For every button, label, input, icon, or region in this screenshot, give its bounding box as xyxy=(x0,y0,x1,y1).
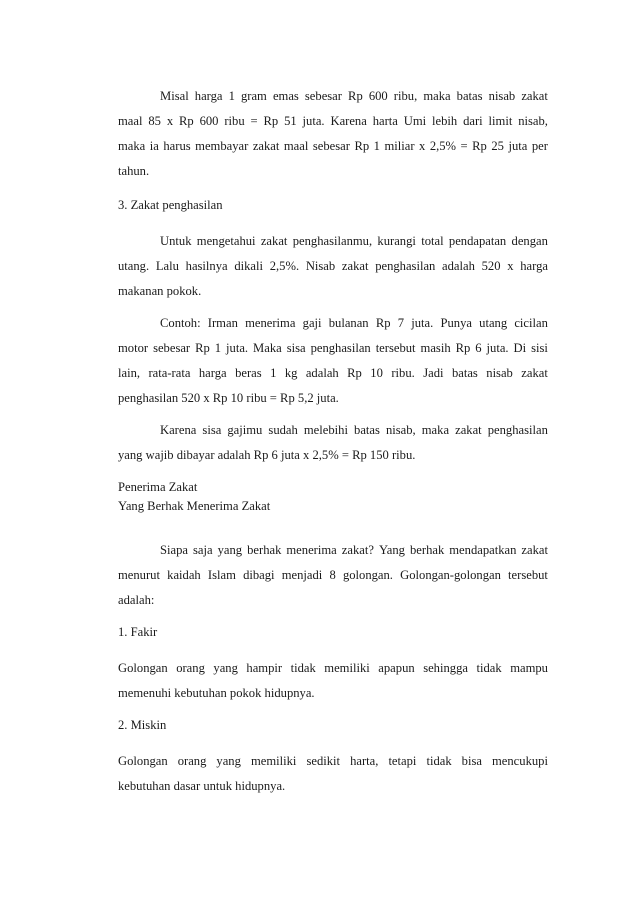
text-line: Siapa saja yang berhak menerima zakat? Yang berhak mendapatkan zakat xyxy=(160,543,548,557)
text-line: menurut kaidah Islam dibagi menjadi 8 golongan. Golongan-golongan tersebut xyxy=(118,568,548,582)
heading-yang-berhak: Yang Berhak Menerima Zakat xyxy=(118,499,271,513)
text-line: penghasilan 520 x Rp 10 ribu = Rp 5,2 juta. xyxy=(118,391,339,405)
text-line: makanan pokok. xyxy=(118,284,202,298)
text-line: Karena sisa gajimu sudah melebihi batas nisab, maka zakat penghasilan xyxy=(160,423,548,437)
heading-penerima-zakat: Penerima Zakat xyxy=(118,480,198,494)
text-line: tahun. xyxy=(118,164,150,178)
text-line: Misal harga 1 gram emas sebesar Rp 600 ribu, maka batas nisab zakat xyxy=(160,89,548,103)
heading-text: 2. Miskin xyxy=(118,718,167,732)
text-line: Contoh: Irman menerima gaji bulanan Rp 7 juta. Punya utang cicilan xyxy=(160,316,548,330)
heading-text: 1. Fakir xyxy=(118,625,158,639)
text-line: maka ia harus membayar zakat maal sebesar Rp 1 miliar x 2,5% = Rp 25 juta per xyxy=(118,139,548,153)
text-line: Untuk mengetahui zakat penghasilanmu, kurangi total pendapatan dengan xyxy=(160,234,548,248)
text-line: lain, rata-rata harga beras 1 kg adalah Rp 10 ribu. Jadi batas nisab zakat xyxy=(118,366,548,380)
text-line: kebutuhan dasar untuk hidupnya. xyxy=(118,779,286,793)
text-line: utang. Lalu hasilnya dikali 2,5%. Nisab zakat penghasilan adalah 520 x harga xyxy=(118,259,548,273)
text-line: Golongan orang yang memiliki sedikit harta, tetapi tidak bisa mencukupi xyxy=(118,754,548,768)
text-line: Golongan orang yang hampir tidak memiliki apapun sehingga tidak mampu xyxy=(118,661,548,675)
text-line: memenuhi kebutuhan pokok hidupnya. xyxy=(118,686,315,700)
text-line: maal 85 x Rp 600 ribu = Rp 51 juta. Karena harta Umi lebih dari limit nisab, xyxy=(118,114,548,128)
text-line: adalah: xyxy=(118,593,155,607)
text-line: motor sebesar Rp 1 juta. Maka sisa penghasilan tersebut masih Rp 6 juta. Di sisi xyxy=(118,341,548,355)
heading-text: 3. Zakat penghasilan xyxy=(118,198,223,212)
text-line: yang wajib dibayar adalah Rp 6 juta x 2,5% = Rp 150 ribu. xyxy=(118,448,416,462)
